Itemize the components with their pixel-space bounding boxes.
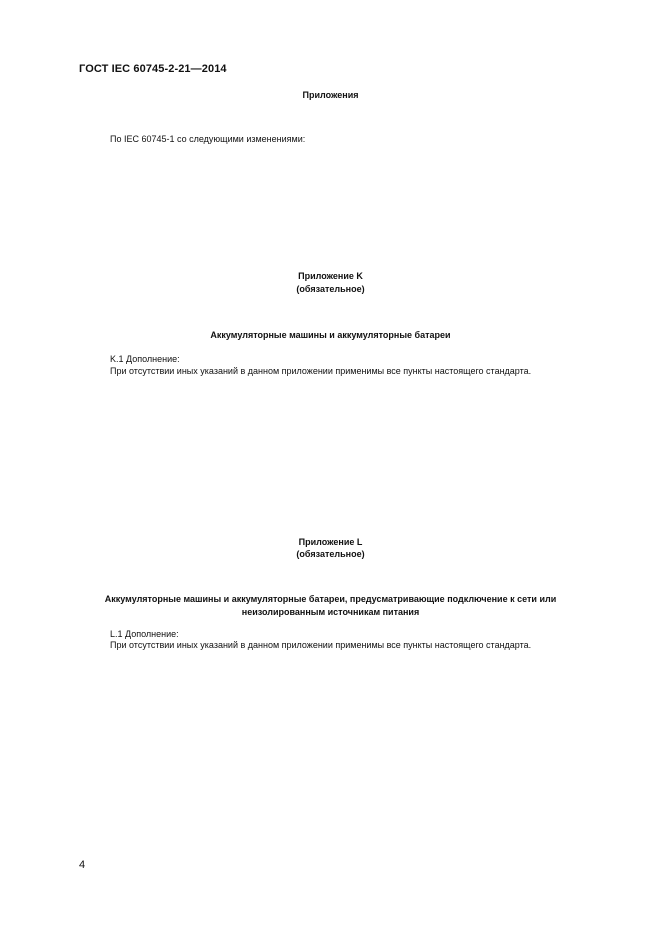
standard-code-header: ГОСТ IEC 60745-2-21—2014 xyxy=(79,63,227,75)
annex-heading: Аккумуляторные машины и аккумуляторные батареи xyxy=(210,330,451,340)
annex-heading-line-1: Аккумуляторные машины и аккумуляторные батареи, предусматривающие подключение к сети или xyxy=(104,594,557,604)
clause-text: При отсутствии иных указаний в данном приложении применимы все пункты настоящего стандарта. xyxy=(110,366,532,376)
intro-text: По IEC 60745-1 со следующими изменениями: xyxy=(110,134,306,144)
page-number: 4 xyxy=(79,859,86,871)
annex-status: (обязательное) xyxy=(296,284,365,294)
section-title: Приложения xyxy=(302,90,359,100)
annex-title: Приложение L xyxy=(298,537,363,547)
annex-status: (обязательное) xyxy=(296,549,365,559)
clause-label: L.1 Дополнение: xyxy=(110,629,179,639)
annex-heading-line-2: неизолированным источникам питания xyxy=(241,607,420,617)
clause-label: K.1 Дополнение: xyxy=(110,354,180,364)
annex-title: Приложение K xyxy=(298,271,363,281)
clause-text: При отсутствии иных указаний в данном приложении применимы все пункты настоящего стандарта. xyxy=(110,640,532,650)
